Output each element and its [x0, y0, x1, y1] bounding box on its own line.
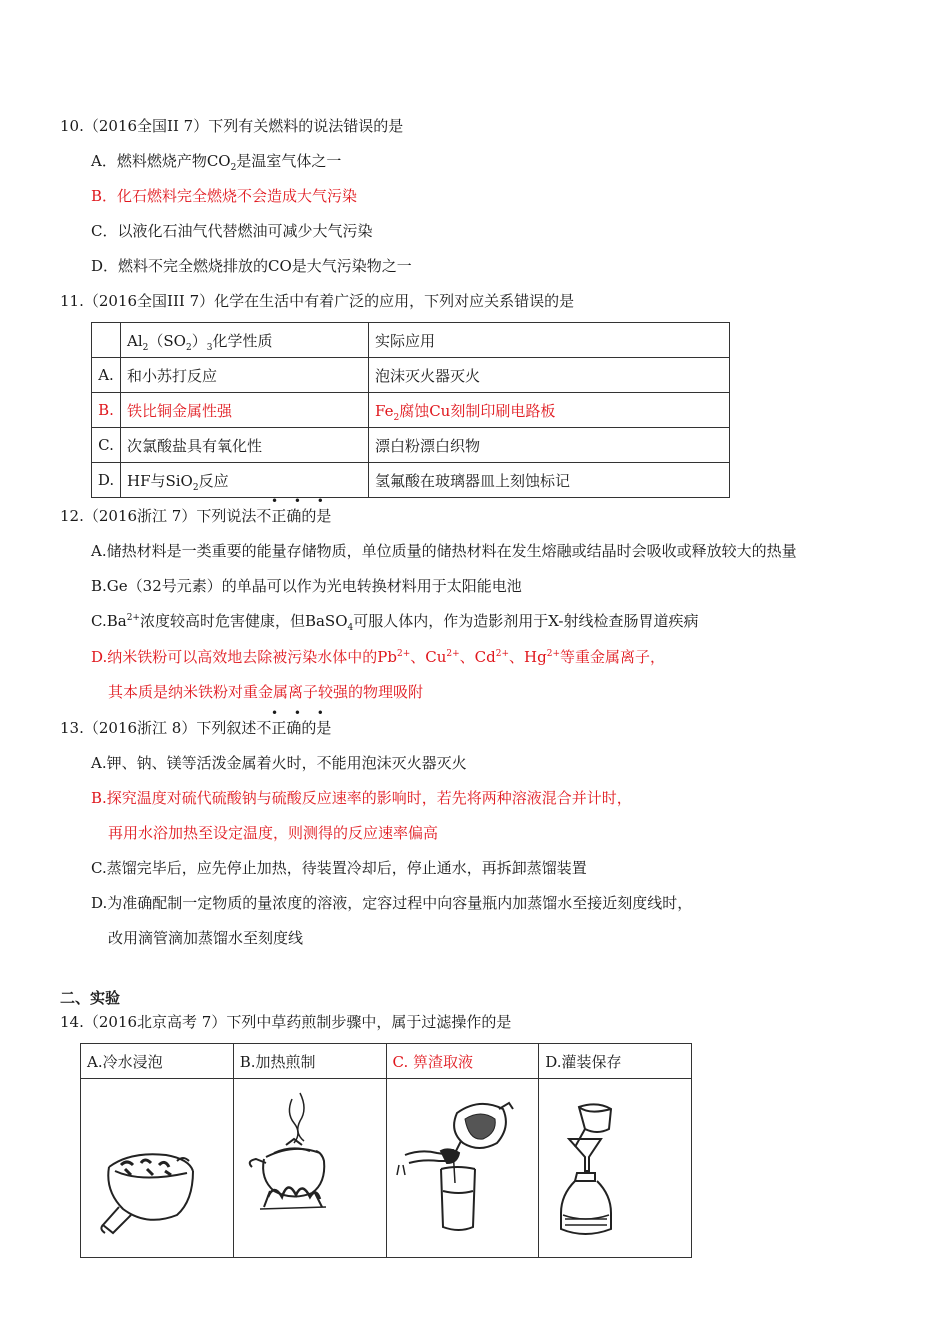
q13-option-a: A.钾、钠、镁等活泼金属着火时，不能用泡沫灭火器灭火: [91, 754, 467, 772]
table-row: B. 铁比铜金属性强 $Fe_2$腐蚀Cu刻制印刷电路板: [92, 393, 730, 428]
q14-option-c: C. 箅渣取液: [386, 1044, 539, 1079]
picture-cell-a: [81, 1079, 234, 1258]
q12-stem: 12.（2016浙江 7）下列说法不正确的是: [60, 507, 332, 525]
q10-option-c: C．以液化石油气代替燃油可减少大气污染: [91, 222, 373, 240]
q12-option-a: A.储热材料是一类重要的能量存储物质，单位质量的储热材料在发生熔融或结晶时会吸收或释放较大的热量: [91, 542, 797, 560]
picture-cell-b: [233, 1079, 386, 1258]
q10-option-a: A．燃料燃烧产物$CO_2$是温室气体之一: [91, 152, 342, 173]
q14-option-a: A.冷水浸泡: [81, 1044, 234, 1079]
section-heading: 二、实验: [60, 989, 121, 1007]
q11-table: [91, 322, 730, 498]
q10-option-d: D．燃料不完全燃烧排放的CO是大气污染物之一: [91, 257, 412, 275]
q14-stem: 14.（2016北京高考 7）下列中草药煎制步骤中，属于过滤操作的是: [60, 1013, 512, 1031]
q11-stem: 11.（2016全国III 7）化学在生活中有着广泛的应用，下列对应关系错误的是: [60, 292, 575, 310]
heating-pot-illustration: [234, 1079, 384, 1257]
q13-option-d-line2: 改用滴管滴加蒸馏水至刻度线: [108, 929, 304, 947]
table-row: C. 次氯酸盐具有氧化性 漂白粉漂白织物: [92, 428, 730, 463]
table-row: D. HF与SiO$_2$反应 氢氟酸在玻璃器皿上刻蚀标记: [92, 463, 730, 498]
q13-stem: 13.（2016浙江 8）下列叙述不正确的是: [60, 719, 332, 737]
q14-option-b: B.加热煎制: [233, 1044, 386, 1079]
emphasis-dots: • • •: [271, 706, 330, 720]
table-row: [92, 323, 730, 358]
emphasis-dots: • • •: [271, 494, 330, 508]
q10-stem: 10.（2016全国II 7）下列有关燃料的说法错误的是: [60, 117, 404, 135]
q12-option-c: $C.Ba^{2+}$浓度较高时危害健康，但BaSO$_4$可服人体内，作为造影剂用于X-射线检查肠胃道疾病: [91, 612, 699, 633]
q11-header-application: 实际应用: [369, 323, 730, 358]
table-row: [81, 1079, 692, 1258]
table-row: [81, 1044, 692, 1079]
soaking-pot-illustration: [81, 1079, 231, 1257]
filtering-illustration: [387, 1079, 537, 1257]
q13-option-c: C.蒸馏完毕后，应先停止加热，待装置冷却后，停止通水，再拆卸蒸馏装置: [91, 859, 587, 877]
q11-header-property: $Al_2(SO_2)_3$化学性质: [121, 323, 369, 358]
q14-table: [80, 1043, 692, 1258]
bottling-illustration: [539, 1079, 689, 1257]
q13-option-d: D.为准确配制一定物质的量浓度的溶液，定容过程中向容量瓶内加蒸馏水至接近刻度线时，: [91, 894, 693, 912]
picture-cell-d: [539, 1079, 692, 1258]
q12-option-d-line2: 其本质是纳米铁粉对重金属离子较强的物理吸附: [108, 683, 424, 701]
q13-option-b: B.探究温度对硫代硫酸钠与硫酸反应速率的影响时，若先将两种溶液混合并计时，: [91, 789, 632, 807]
q14-option-d: D.灌装保存: [539, 1044, 692, 1079]
table-row: A. 和小苏打反应 泡沫灭火器灭火: [92, 358, 730, 393]
q13-option-b-line2: 再用水浴加热至设定温度，则测得的反应速率偏高: [108, 824, 439, 842]
picture-cell-c: [386, 1079, 539, 1258]
q12-option-b: B.Ge（32号元素）的单晶可以作为光电转换材料用于太阳能电池: [91, 577, 522, 595]
q12-option-d: D.纳米铁粉可以高效地去除被污染水体中的$Pb^{2+}$、$Cu^{2+}$、$Cd^{2+}$、$Hg^{2+}$等重金属离子，: [91, 648, 666, 666]
q10-option-b: B．化石燃料完全燃烧不会造成大气污染: [91, 187, 358, 205]
